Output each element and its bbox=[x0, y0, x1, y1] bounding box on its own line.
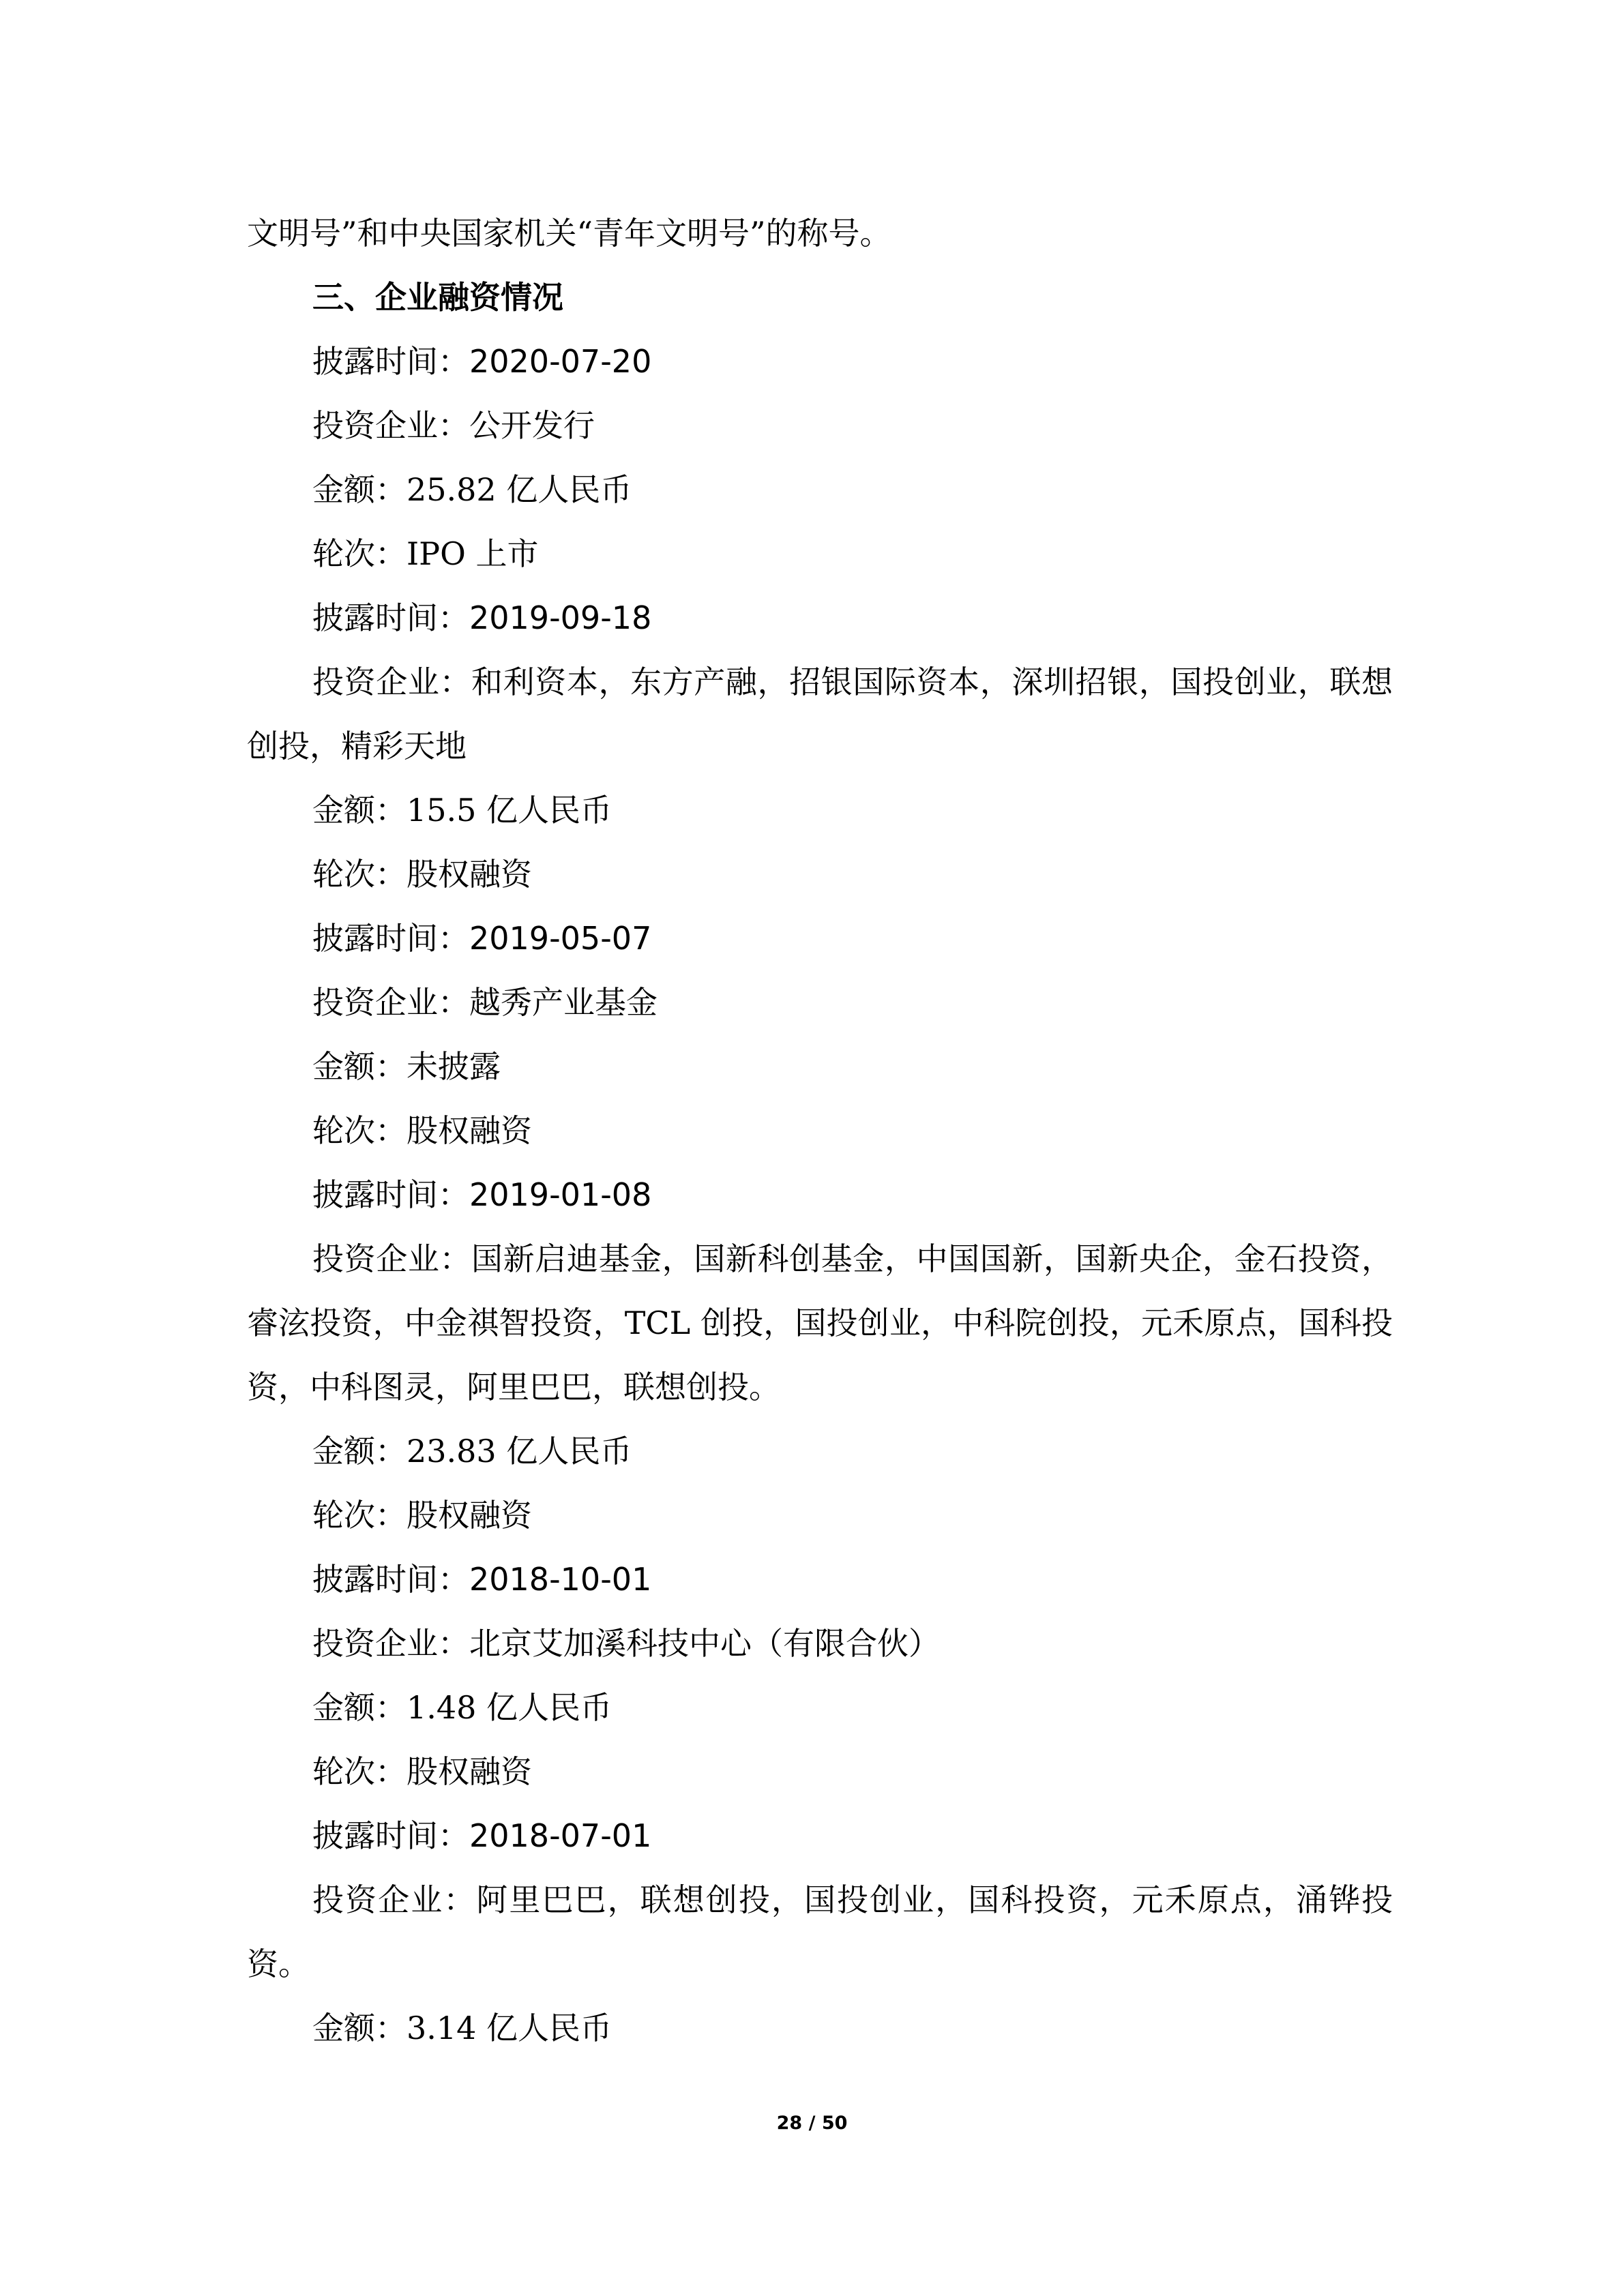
investors: 投资企业：国新启迪基金，国新科创基金，中国国新，国新央企，金石投资，睿泫投资，中金祺智投资，TCL 创投，国投创业，中科院创投，元禾原点，国科投资，中科图灵，阿里巴巴，联想创投。 bbox=[247, 1240, 1393, 1405]
amount: 金额：15.5 亿人民币 bbox=[312, 792, 612, 829]
investors: 投资企业：越秀产业基金 bbox=[312, 984, 658, 1021]
disclosure-time: 披露时间：2018-07-01 bbox=[312, 1817, 652, 1854]
disclosure-time: 披露时间：2019-01-08 bbox=[312, 1176, 652, 1213]
disclosure-time: 披露时间：2019-09-18 bbox=[312, 599, 652, 636]
amount: 金额：23.83 亿人民币 bbox=[312, 1433, 632, 1470]
investors: 投资企业：和利资本，东方产融，招银国际资本，深圳招银，国投创业，联想创投，精彩天地 bbox=[247, 664, 1393, 764]
round: 轮次：股权融资 bbox=[312, 856, 532, 893]
disclosure-time: 披露时间：2020-07-20 bbox=[312, 343, 652, 380]
round: 轮次：IPO 上市 bbox=[312, 535, 539, 572]
amount: 金额：未披露 bbox=[312, 1048, 501, 1085]
amount: 金额：25.82 亿人民币 bbox=[312, 471, 632, 508]
section-heading: 三、企业融资情况 bbox=[312, 279, 563, 316]
investors: 投资企业：北京艾加溪科技中心（有限合伙） bbox=[312, 1625, 940, 1662]
amount: 金额：1.48 亿人民币 bbox=[312, 1689, 612, 1726]
amount: 金额：3.14 亿人民币 bbox=[312, 2010, 612, 2046]
disclosure-time: 披露时间：2018-10-01 bbox=[312, 1561, 652, 1598]
investors: 投资企业：公开发行 bbox=[312, 407, 595, 444]
round: 轮次：股权融资 bbox=[312, 1112, 532, 1149]
document-body bbox=[247, 201, 1393, 2060]
page-number: 28 / 50 bbox=[776, 2113, 848, 2134]
disclosure-time: 披露时间：2019-05-07 bbox=[312, 920, 652, 957]
investors: 投资企业：阿里巴巴，联想创投，国投创业，国科投资，元禾原点，涌铧投资。 bbox=[247, 1881, 1393, 1982]
round: 轮次：股权融资 bbox=[312, 1497, 532, 1534]
round: 轮次：股权融资 bbox=[312, 1753, 532, 1790]
intro-continuation: 文明号”和中央国家机关“青年文明号”的称号。 bbox=[247, 215, 891, 252]
